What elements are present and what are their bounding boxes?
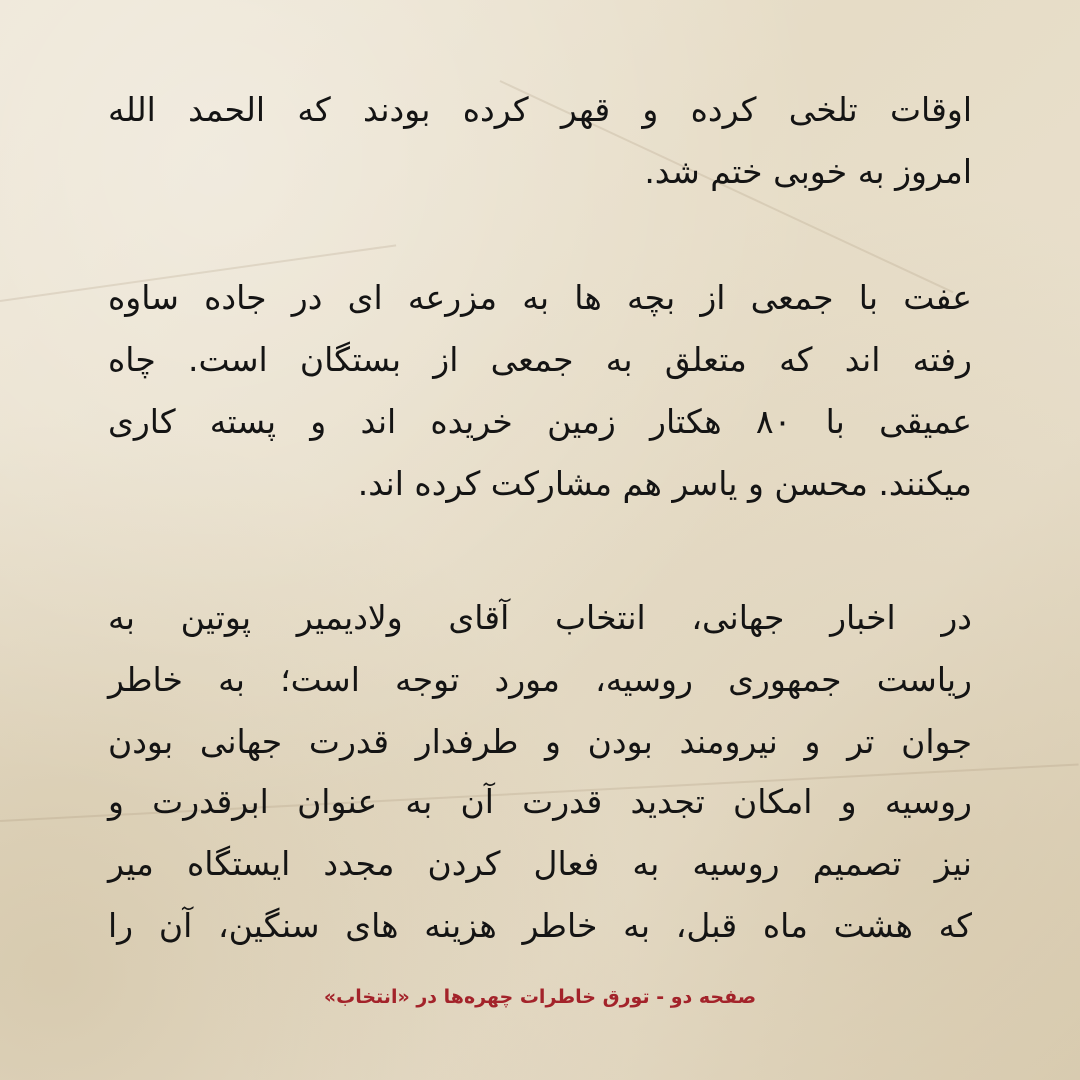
text-line: روسیه و امکان تجدید قدرت آن به عنوان ابرقدرت و [108, 782, 972, 821]
text-line: اوقات تلخی کرده و قهر کرده بودند که الحمد الله [108, 90, 972, 129]
text-line: نیز تصمیم روسیه به فعال کردن مجدد ایستگاه میر [108, 844, 972, 883]
page-footer-caption: صفحه دو - تورق خاطرات چهره‌ها در «انتخاب» [323, 986, 757, 1008]
text-line: عمیقی با ۸۰ هکتار زمین خریده اند و پسته کاری [108, 402, 972, 441]
text-line: در اخبار جهانی، انتخاب آقای ولادیمیر پوتین به [108, 598, 972, 637]
text-line: میکنند. محسن و یاسر هم مشارکت کرده اند. [357, 464, 972, 503]
text-line: که هشت ماه قبل، به خاطر هزینه های سنگین، آن را [108, 906, 972, 945]
text-line: جوان تر و نیرومند بودن و طرفدار قدرت جهانی بودن [108, 722, 972, 761]
text-line: امروز به خوبی ختم شد. [644, 152, 972, 191]
text-line: ریاست جمهوری روسیه، مورد توجه است؛ به خاطر [108, 660, 972, 699]
text-line: عفت با جمعی از بچه ها به مزرعه ای در جاده ساوه [108, 278, 972, 317]
text-line: رفته اند که متعلق به جمعی از بستگان است. چاه [108, 340, 972, 379]
